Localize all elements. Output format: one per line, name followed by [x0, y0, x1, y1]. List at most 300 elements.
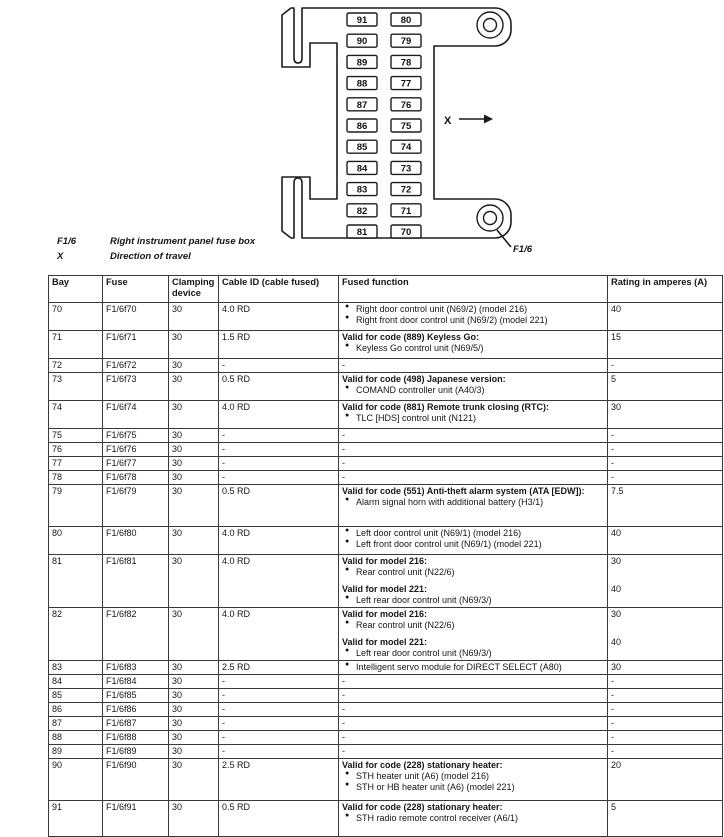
table-row — [49, 554, 723, 607]
rating-value: 40 — [611, 583, 622, 594]
screw-hole-icon — [484, 212, 497, 225]
cell-cable: 4.0 RD — [219, 303, 339, 331]
cell-fuse: F1/6f91 — [103, 800, 169, 836]
bullet-icon: ● — [345, 769, 350, 777]
function-heading: Valid for code (228) stationary heater: — [342, 759, 503, 770]
cell-cable: 4.0 RD — [219, 607, 339, 660]
function-text: Right door control unit (N69/2) (model 216) — [356, 304, 528, 314]
cell-function — [339, 800, 608, 836]
cell-rating — [608, 702, 723, 716]
fuse-number: 88 — [356, 78, 368, 90]
fuse-number: 74 — [400, 142, 412, 154]
header-bay: Bay — [49, 276, 103, 303]
rating-value: 30 — [611, 661, 622, 672]
cell-bay: 80 — [49, 526, 103, 554]
cell-bay: 76 — [49, 442, 103, 456]
table-row — [49, 400, 723, 428]
cell-function — [339, 470, 608, 484]
cell-fuse: F1/6f73 — [103, 372, 169, 400]
fuse-box — [347, 119, 377, 132]
table-row — [49, 758, 723, 800]
cell-cable: 4.0 RD — [219, 526, 339, 554]
function-text: STH radio remote control receiver (A6/1) — [356, 812, 519, 823]
cell-rating — [608, 730, 723, 744]
function-text: Keyless Go control unit (N69/5/) — [356, 342, 484, 353]
fuse-number: 81 — [356, 227, 368, 238]
cell-cable: 4.0 RD — [219, 400, 339, 428]
cell-function — [339, 442, 608, 456]
cell-rating — [608, 554, 723, 607]
legend-term: F1/6 — [57, 236, 77, 247]
cell-cable: - — [219, 716, 339, 730]
cell-fuse: F1/6f81 — [103, 554, 169, 607]
cell-fuse: F1/6f84 — [103, 674, 169, 688]
function-bullet-item — [342, 595, 604, 606]
cell-fuse: F1/6f88 — [103, 730, 169, 744]
cell-clamping: 30 — [169, 442, 219, 456]
screw-hole-icon — [477, 205, 503, 231]
cell-clamping: 30 — [169, 484, 219, 526]
cell-fuse: F1/6f86 — [103, 702, 169, 716]
cell-cable: 0.5 RD — [219, 372, 339, 400]
cell-function — [339, 400, 608, 428]
fuse-number: 83 — [356, 184, 368, 196]
cell-function — [339, 660, 608, 674]
cell-bay: 83 — [49, 660, 103, 674]
function-heading: Valid for code (889) Keyless Go: — [342, 332, 480, 342]
fuse-number: 76 — [400, 99, 412, 111]
fuse-box — [347, 161, 377, 174]
table-row — [49, 716, 723, 730]
fuse-box — [347, 13, 377, 26]
cell-rating — [608, 674, 723, 688]
function-bullet-item — [342, 413, 604, 424]
cell-cable: 1.5 RD — [219, 331, 339, 359]
cell-rating — [608, 758, 723, 800]
cell-fuse: F1/6f74 — [103, 400, 169, 428]
function-text: - — [342, 689, 345, 700]
fuse-slots — [347, 13, 421, 238]
cell-function — [339, 484, 608, 526]
table-row — [49, 442, 723, 456]
table-header-row — [49, 276, 723, 303]
fuse-number: 90 — [356, 36, 368, 48]
function-bullet-item — [342, 771, 604, 782]
header-cable-id: Cable ID (cable fused) — [219, 276, 339, 303]
function-text: - — [342, 703, 345, 714]
header-clamping-device: Clamping device — [169, 276, 219, 303]
cell-function — [339, 674, 608, 688]
function-text: - — [342, 675, 345, 686]
rating-value: 7.5 — [611, 485, 624, 496]
bullet-icon: ● — [345, 303, 350, 310]
bullet-icon: ● — [345, 593, 350, 601]
cell-rating — [608, 303, 723, 331]
table-row — [49, 372, 723, 400]
cell-cable: 4.0 RD — [219, 554, 339, 607]
cell-rating — [608, 800, 723, 836]
cell-fuse: F1/6f75 — [103, 428, 169, 442]
function-text: Left door control unit (N69/1) (model 216) — [356, 527, 522, 538]
rating-value: 40 — [611, 527, 622, 538]
rating-value: - — [611, 457, 614, 468]
bullet-icon: ● — [345, 383, 350, 391]
rating-value: 30 — [611, 555, 622, 566]
direction-of-travel — [444, 115, 493, 128]
cell-bay: 70 — [49, 303, 103, 331]
cell-cable: - — [219, 470, 339, 484]
function-bullet-item — [342, 304, 604, 315]
fuse-number: 84 — [356, 163, 368, 175]
rating-value: - — [611, 360, 614, 370]
cell-bay: 79 — [49, 484, 103, 526]
cell-fuse: F1/6f90 — [103, 758, 169, 800]
cell-clamping: 30 — [169, 702, 219, 716]
cell-clamping: 30 — [169, 607, 219, 660]
bullet-icon: ● — [345, 780, 350, 788]
rating-value: 20 — [611, 759, 622, 770]
fuse-box — [391, 140, 421, 153]
cell-cable: - — [219, 730, 339, 744]
cell-clamping: 30 — [169, 470, 219, 484]
rating-value: - — [611, 703, 614, 714]
cell-clamping: 30 — [169, 744, 219, 758]
cell-clamping: 30 — [169, 800, 219, 836]
fuse-number: 79 — [400, 36, 412, 48]
function-heading: Valid for code (498) Japanese version: — [342, 373, 506, 384]
table-row — [49, 484, 723, 526]
rating-value: - — [611, 429, 614, 440]
cell-bay: 82 — [49, 607, 103, 660]
function-heading: Valid for code (228) stationary heater: — [342, 801, 503, 812]
legend-desc: Direction of travel — [110, 251, 191, 262]
function-text: COMAND controller unit (A40/3) — [356, 384, 485, 395]
bullet-icon: ● — [345, 660, 350, 668]
function-text: TLC [HDS] control unit (N121) — [356, 412, 477, 423]
header-rating: Rating in amperes (A) — [608, 276, 723, 303]
rating-value: 5 — [611, 373, 617, 384]
fuse-box — [347, 140, 377, 153]
function-heading: Valid for code (881) Remote trunk closing (RTC): — [342, 401, 550, 412]
fuse-number: 72 — [400, 184, 412, 196]
cell-rating — [608, 442, 723, 456]
fuse-number: 89 — [356, 57, 368, 69]
fuse-number: 87 — [356, 99, 368, 111]
legend-item — [57, 251, 255, 266]
direction-arrow-head-icon — [484, 115, 493, 124]
cell-rating — [608, 372, 723, 400]
function-bullet-item — [342, 662, 604, 673]
rating-value: 30 — [611, 401, 622, 412]
cell-fuse: F1/6f79 — [103, 484, 169, 526]
legend — [57, 236, 255, 266]
diagram-label-pointer — [497, 230, 511, 247]
table-row — [49, 470, 723, 484]
rating-value: 40 — [611, 304, 622, 314]
fuse-box — [391, 225, 421, 238]
cell-cable: - — [219, 674, 339, 688]
cell-clamping: 30 — [169, 428, 219, 442]
function-text: STH heater unit (A6) (model 216) — [356, 770, 490, 781]
cell-rating — [608, 470, 723, 484]
bullet-icon: ● — [345, 565, 350, 573]
cell-function — [339, 303, 608, 331]
cell-bay: 74 — [49, 400, 103, 428]
function-text: - — [342, 471, 345, 482]
cell-cable: - — [219, 428, 339, 442]
function-text: Alarm signal horn with additional battery (H3/1) — [356, 496, 544, 507]
cell-fuse: F1/6f78 — [103, 470, 169, 484]
function-heading: Valid for model 216: — [342, 608, 428, 619]
cell-bay: 71 — [49, 331, 103, 359]
cell-function — [339, 688, 608, 702]
function-text: Rear control unit (N22/6) — [356, 619, 455, 630]
table-row — [49, 428, 723, 442]
function-bullet-item — [342, 567, 604, 578]
cell-bay: 91 — [49, 800, 103, 836]
cell-fuse: F1/6f87 — [103, 716, 169, 730]
function-text: - — [342, 360, 345, 370]
cell-fuse: F1/6f85 — [103, 688, 169, 702]
cell-rating — [608, 660, 723, 674]
fuse-box — [347, 183, 377, 196]
cell-bay: 88 — [49, 730, 103, 744]
cell-bay: 78 — [49, 470, 103, 484]
fuse-box — [347, 204, 377, 217]
cell-cable: - — [219, 702, 339, 716]
cell-bay: 77 — [49, 456, 103, 470]
legend-item — [57, 236, 255, 251]
table-row — [49, 331, 723, 359]
fuse-box — [347, 55, 377, 68]
function-text: Left rear door control unit (N69/3/) — [356, 647, 492, 658]
cell-clamping: 30 — [169, 730, 219, 744]
cell-bay: 72 — [49, 359, 103, 373]
bullet-icon: ● — [345, 495, 350, 503]
rating-value: - — [611, 471, 614, 482]
fuse-box — [391, 13, 421, 26]
function-bullet-item — [342, 385, 604, 396]
function-text: - — [342, 457, 345, 468]
cell-rating — [608, 400, 723, 428]
table-row — [49, 607, 723, 660]
bullet-icon: ● — [345, 341, 350, 349]
table-row — [49, 359, 723, 373]
function-bullet-item — [342, 620, 604, 631]
rating-value: 40 — [611, 636, 622, 647]
cell-rating — [608, 688, 723, 702]
function-text: - — [342, 443, 345, 454]
function-text: Left rear door control unit (N69/3/) — [356, 594, 492, 605]
fuse-box — [391, 55, 421, 68]
fuse-box — [391, 204, 421, 217]
cell-function — [339, 744, 608, 758]
function-bullet-item — [342, 813, 604, 824]
cell-rating — [608, 428, 723, 442]
bullet-icon: ● — [345, 411, 350, 419]
cell-clamping: 30 — [169, 456, 219, 470]
cell-function — [339, 554, 608, 607]
cell-clamping: 30 — [169, 331, 219, 359]
fuse-box — [347, 34, 377, 47]
table-row — [49, 660, 723, 674]
rating-value: - — [611, 717, 614, 728]
fuse-number: 77 — [400, 78, 412, 90]
cell-bay: 81 — [49, 554, 103, 607]
fuse-box-diagram — [0, 0, 724, 262]
fuse-box — [391, 119, 421, 132]
function-text: - — [342, 731, 345, 742]
cell-cable: - — [219, 744, 339, 758]
fuse-number: 80 — [400, 15, 412, 26]
rating-value: - — [611, 745, 614, 756]
fuse-number: 75 — [400, 121, 412, 132]
rating-value: 30 — [611, 608, 622, 619]
cell-clamping: 30 — [169, 359, 219, 373]
diagram-label: F1/6 — [513, 244, 533, 255]
rating-value: 5 — [611, 801, 617, 812]
function-text: Intelligent servo module for DIRECT SELECT (A80) — [356, 661, 562, 672]
cell-cable: 0.5 RD — [219, 800, 339, 836]
fuse-number: 70 — [400, 227, 412, 238]
fuse-box — [347, 98, 377, 111]
function-bullet-item — [342, 782, 604, 793]
cell-clamping: 30 — [169, 526, 219, 554]
cell-rating — [608, 331, 723, 359]
rating-value: 15 — [611, 332, 622, 342]
fuse-box — [391, 34, 421, 47]
cell-clamping: 30 — [169, 400, 219, 428]
fuse-box — [391, 161, 421, 174]
cell-fuse: F1/6f82 — [103, 607, 169, 660]
cell-cable: - — [219, 688, 339, 702]
cell-rating — [608, 744, 723, 758]
function-text: - — [342, 745, 345, 756]
table-row — [49, 674, 723, 688]
table-body — [49, 303, 723, 837]
function-bullet-item — [342, 315, 604, 326]
bullet-icon: ● — [345, 537, 350, 545]
rating-value: - — [611, 689, 614, 700]
cell-rating — [608, 526, 723, 554]
cell-function — [339, 607, 608, 660]
direction-label: X — [444, 115, 452, 127]
cell-clamping: 30 — [169, 688, 219, 702]
fuse-number: 73 — [400, 163, 412, 175]
function-text: Left front door control unit (N69/1) (model 221) — [356, 538, 542, 549]
fuse-number: 91 — [356, 15, 368, 26]
fuse-box — [391, 183, 421, 196]
cell-cable: 2.5 RD — [219, 660, 339, 674]
cell-fuse: F1/6f71 — [103, 331, 169, 359]
bullet-icon: ● — [345, 313, 350, 321]
function-bullet-item — [342, 539, 604, 550]
function-bullet-item — [342, 528, 604, 539]
fuse-number: 71 — [400, 205, 412, 217]
bullet-icon: ● — [345, 526, 350, 534]
header-fused-function: Fused function — [339, 276, 608, 303]
cell-function — [339, 526, 608, 554]
cell-fuse: F1/6f83 — [103, 660, 169, 674]
cell-cable: - — [219, 442, 339, 456]
cell-function — [339, 359, 608, 373]
cell-clamping: 30 — [169, 372, 219, 400]
cell-rating — [608, 359, 723, 373]
fuse-number: 86 — [356, 121, 368, 132]
function-text: - — [342, 429, 345, 440]
cell-fuse: F1/6f80 — [103, 526, 169, 554]
cell-clamping: 30 — [169, 758, 219, 800]
legend-desc: Right instrument panel fuse box — [110, 236, 256, 247]
cell-bay: 84 — [49, 674, 103, 688]
function-heading: Valid for model 221: — [342, 583, 428, 594]
function-text: Rear control unit (N22/6) — [356, 566, 455, 577]
cell-cable: - — [219, 359, 339, 373]
screw-hole-icon — [477, 12, 503, 38]
rating-value: - — [611, 731, 614, 742]
cell-function — [339, 716, 608, 730]
cell-bay: 85 — [49, 688, 103, 702]
fuse-box — [391, 77, 421, 90]
table-row — [49, 688, 723, 702]
cell-rating — [608, 607, 723, 660]
function-text: STH or HB heater unit (A6) (model 221) — [356, 781, 515, 792]
screw-hole-icon — [484, 19, 497, 32]
table-row — [49, 526, 723, 554]
cell-function — [339, 758, 608, 800]
fuse-box — [347, 77, 377, 90]
table-row — [49, 730, 723, 744]
cell-bay: 89 — [49, 744, 103, 758]
cell-bay: 75 — [49, 428, 103, 442]
cell-clamping: 30 — [169, 660, 219, 674]
cell-function — [339, 456, 608, 470]
cell-fuse: F1/6f77 — [103, 456, 169, 470]
fuse-box — [347, 225, 377, 238]
cell-clamping: 30 — [169, 674, 219, 688]
fuse-box — [391, 98, 421, 111]
cell-rating — [608, 716, 723, 730]
cell-cable: 2.5 RD — [219, 758, 339, 800]
cell-function — [339, 331, 608, 359]
fuse-table-container — [48, 275, 724, 837]
table-row — [49, 800, 723, 836]
table-row — [49, 702, 723, 716]
cell-bay: 73 — [49, 372, 103, 400]
table-row — [49, 744, 723, 758]
cell-function — [339, 428, 608, 442]
function-bullet-item — [342, 343, 604, 354]
function-bullet-item — [342, 497, 604, 508]
fuse-number: 78 — [400, 57, 412, 69]
cell-bay: 86 — [49, 702, 103, 716]
cell-bay: 87 — [49, 716, 103, 730]
cell-fuse: F1/6f72 — [103, 359, 169, 373]
cell-clamping: 30 — [169, 303, 219, 331]
function-text: Right front door control unit (N69/2) (model 221) — [356, 314, 548, 325]
fuse-table — [48, 275, 723, 837]
cell-clamping: 30 — [169, 716, 219, 730]
function-bullet-item — [342, 648, 604, 659]
cell-rating — [608, 484, 723, 526]
cell-bay: 90 — [49, 758, 103, 800]
function-heading: Valid for model 216: — [342, 555, 428, 566]
cell-function — [339, 372, 608, 400]
cell-cable: 0.5 RD — [219, 484, 339, 526]
cell-function — [339, 730, 608, 744]
table-row — [49, 456, 723, 470]
fuse-number: 85 — [356, 142, 368, 154]
